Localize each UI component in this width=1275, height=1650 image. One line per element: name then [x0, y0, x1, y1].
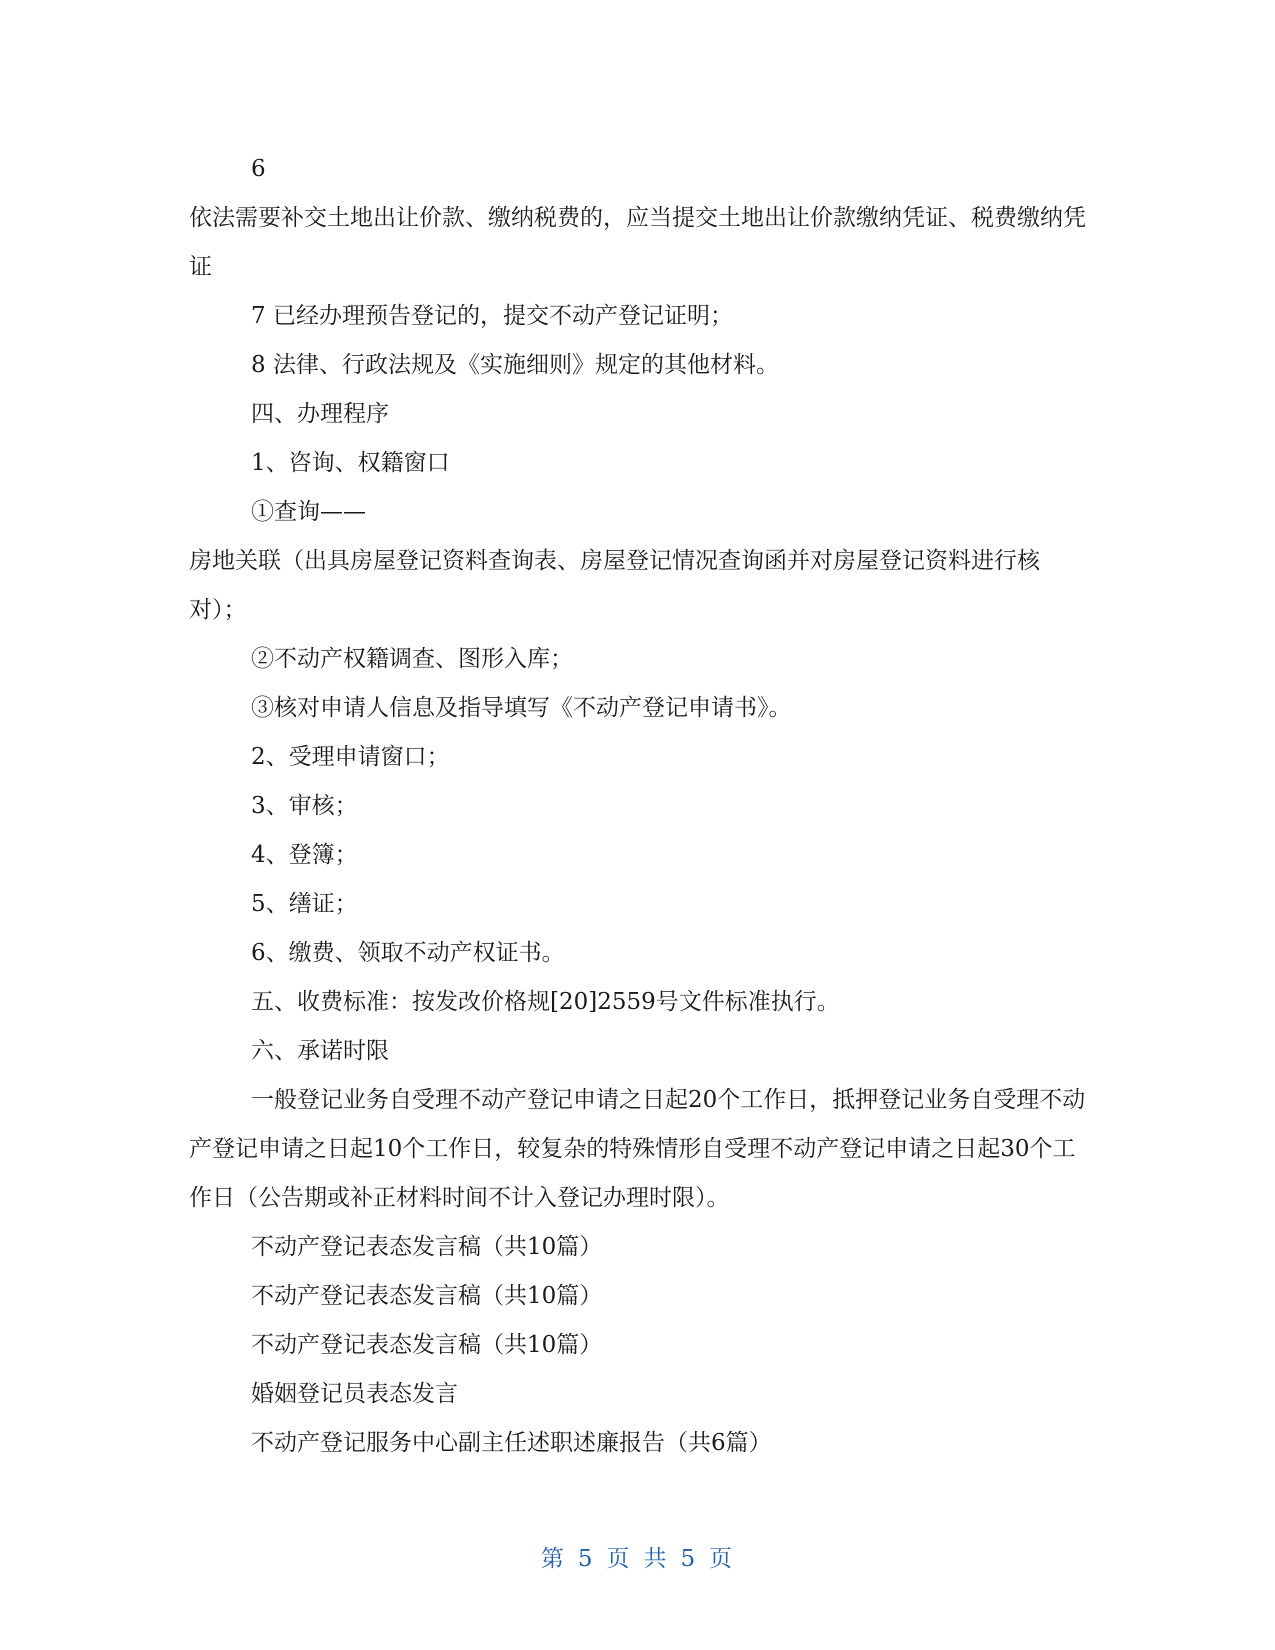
- footer-label-page: 第: [540, 1546, 566, 1572]
- page-footer: [0, 1540, 1275, 1573]
- section-heading: 五、收费标准：按发改价格规[20]2559号文件标准执行。: [251, 989, 840, 1015]
- related-link: 不动产登记表态发言稿（共10篇）: [251, 1283, 603, 1309]
- paragraph: 8 法律、行政法规及《实施细则》规定的其他材料。: [251, 352, 779, 378]
- footer-label-ye2: 页: [709, 1546, 735, 1572]
- paragraph: 2、受理申请窗口；: [251, 744, 450, 770]
- footer-label-ye: 页: [606, 1546, 632, 1572]
- paragraph: 6: [251, 156, 266, 182]
- paragraph: 依法需要补交土地出让价款、缴纳税费的，应当提交土地出让价款缴纳凭证、税费缴纳凭证: [189, 205, 1086, 280]
- paragraph: 房地关联（出具房屋登记资料查询表、房屋登记情况查询函并对房屋登记资料进行核对）；: [189, 548, 1040, 623]
- related-link: 不动产登记服务中心副主任述职述廉报告（共6篇）: [251, 1430, 772, 1456]
- footer-total-pages: 5: [680, 1546, 698, 1572]
- related-link: 不动产登记表态发言稿（共10篇）: [251, 1234, 603, 1260]
- section-heading: 六、承诺时限: [251, 1038, 389, 1064]
- document-body: [189, 145, 1091, 1468]
- paragraph: 5、缮证；: [251, 891, 358, 917]
- paragraph: 7 已经办理预告登记的，提交不动产登记证明；: [251, 303, 733, 329]
- paragraph: 一般登记业务自受理不动产登记申请之日起20个工作日，抵押登记业务自受理不动产登记申请之日起10个工作日，较复杂的特殊情形自受理不动产登记申请之日起30个工作日（公告期或补正材料时间不计入登记办理时限）。: [189, 1087, 1086, 1211]
- related-link: 不动产登记表态发言稿（共10篇）: [251, 1332, 603, 1358]
- paragraph: ②不动产权籍调查、图形入库；: [251, 646, 573, 672]
- paragraph: ①查询——: [251, 499, 366, 525]
- paragraph: 1、咨询、权籍窗口: [251, 450, 450, 476]
- section-heading: 四、办理程序: [251, 401, 389, 427]
- paragraph: 3、审核；: [251, 793, 358, 819]
- related-link: 婚姻登记员表态发言: [251, 1381, 458, 1407]
- footer-label-total: 共: [643, 1546, 669, 1572]
- paragraph: 4、登簿；: [251, 842, 358, 868]
- paragraph: ③核对申请人信息及指导填写《不动产登记申请书》。: [251, 695, 792, 721]
- paragraph: 6、缴费、领取不动产权证书。: [251, 940, 565, 966]
- footer-current-page: 5: [577, 1546, 595, 1572]
